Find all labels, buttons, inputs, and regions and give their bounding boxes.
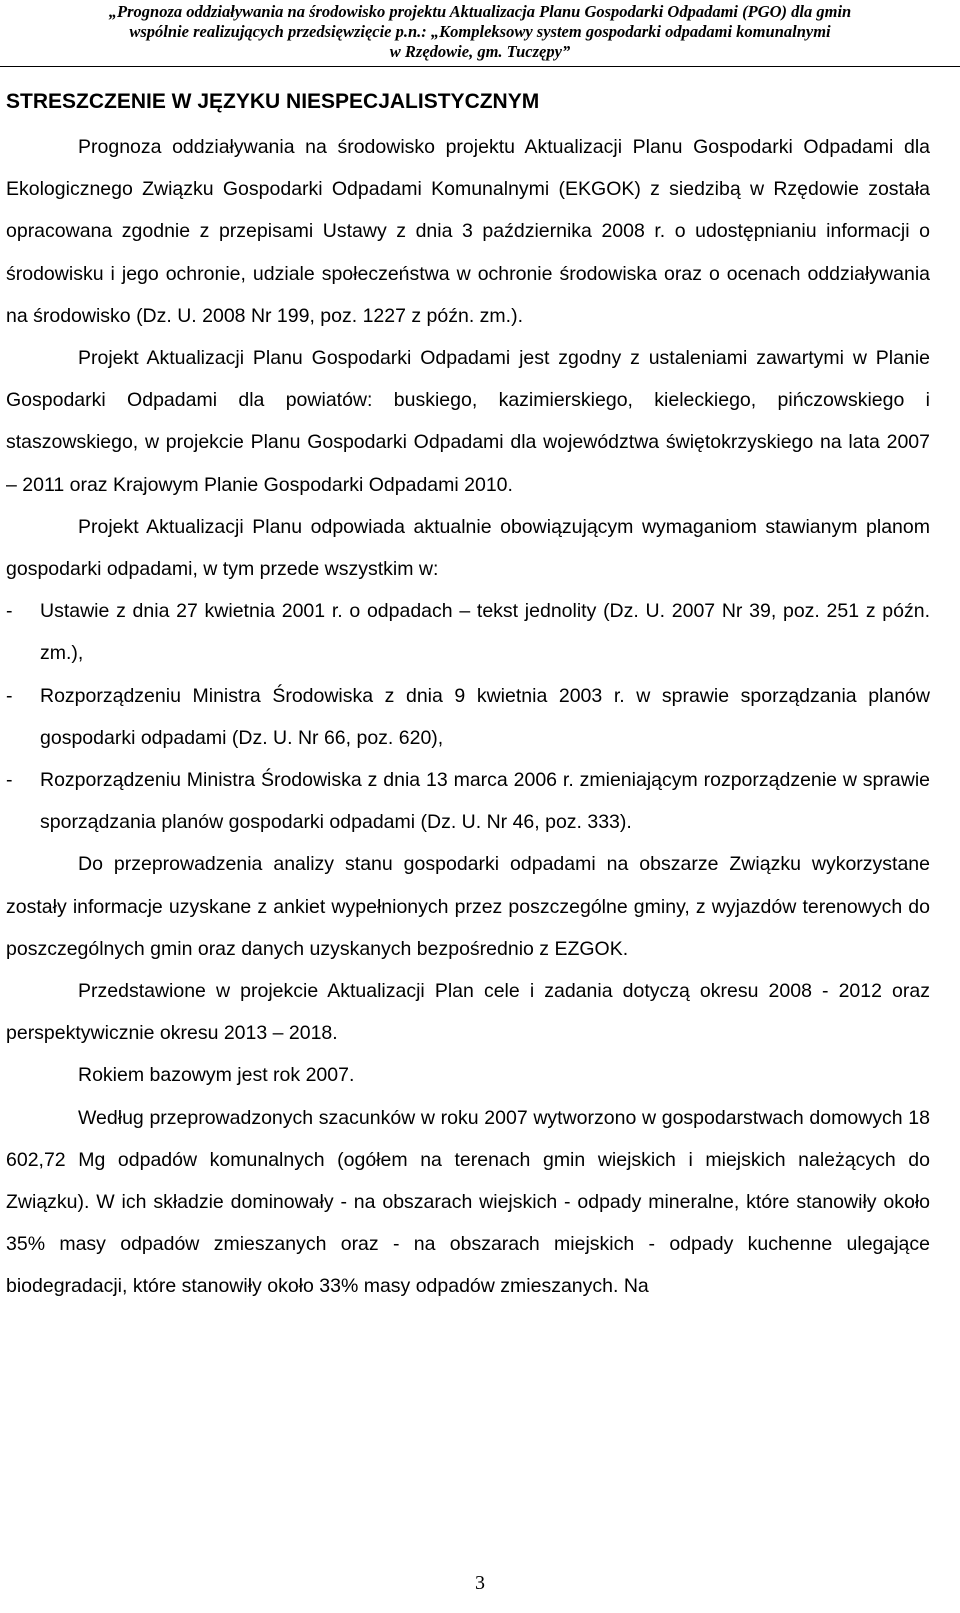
list-item-text: Ustawie z dnia 27 kwietnia 2001 r. o odpadach – tekst jednolity (Dz. U. 2007 Nr 39, poz. 251 z późn. zm.), — [40, 600, 930, 665]
paragraph-plan-period: Przedstawione w projekcie Aktualizacji Plan cele i zadania dotyczą okresu 2008 - 2012 oraz perspektywicznie okresu 2013 – 2018. — [6, 980, 930, 1045]
header-divider — [0, 66, 960, 67]
list-item — [6, 590, 930, 674]
header-line-2: wspólnie realizujących przedsięwzięcie p.n.: „Kompleksowy system gospodarki odpadami komunalnymi — [129, 22, 831, 41]
page-number: 3 — [475, 1572, 485, 1594]
document-body — [6, 126, 930, 1308]
header-line-1: „Prognoza oddziaływania na środowisko projektu Aktualizacja Planu Gospodarki Odpadami (PGO) dla gmin — [108, 2, 852, 21]
paragraph-legal-basis: Prognoza oddziaływania na środowisko projektu Aktualizacji Planu Gospodarki Odpadami dla Ekologicznego Związku Gospodarki Odpadami Komunalnymi (EKGOK) z siedzibą w Rzędowie została opracowana zgodnie z przepisami Ustawy z dnia 3 października 2008 r. o udostępnianiu informacji o środowisku i jego ochronie, udziale społeczeństwa w ochronie środowiska oraz o ocenach oddziaływania na środowisko (Dz. U. 2008 Nr 199, poz. 1227 z późn. zm.). — [6, 136, 930, 327]
list-item — [6, 759, 930, 843]
paragraph-waste-estimates: Według przeprowadzonych szacunków w roku 2007 wytworzono w gospodarstwach domowych 18 602,72 Mg odpadów komunalnych (ogółem na terenach gmin wiejskich i miejskich należących do Związku). W ich składzie dominowały - na obszarach wiejskich - odpady mineralne, które stanowiły około 35% masy odpadów zmieszanych oraz - na obszarach miejskich - odpady kuchenne ulegające biodegradacji, które stanowiły około 33% masy odpadów zmieszanych. Na — [6, 1106, 930, 1298]
header-line-3: w Rzędowie, gm. Tuczępy” — [389, 42, 571, 61]
regulations-list — [6, 590, 930, 843]
list-item-text: Rozporządzeniu Ministra Środowiska z dnia 9 kwietnia 2003 r. w sprawie sporządzania planów gospodarki odpadami (Dz. U. Nr 66, poz. 620), — [40, 684, 930, 749]
paragraph-data-sources: Do przeprowadzenia analizy stanu gospodarki odpadami na obszarze Związku wykorzystane zostały informacje uzyskane z ankiet wypełnionych przez poszczególne gminy, z wyjazdów terenowych do poszczególnych gmin oraz danych uzyskanych bezpośrednio z EZGOK. — [6, 853, 930, 960]
list-item — [6, 675, 930, 759]
list-dash: - — [6, 769, 13, 792]
paragraph-plan-compliance: Projekt Aktualizacji Planu Gospodarki Odpadami jest zgodny z ustaleniami zawartymi w Planie Gospodarki Odpadami dla powiatów: buskiego, kazimierskiego, kieleckiego, pińczowskiego i staszowskiego, w projekcie Planu Gospodarki Odpadami dla województwa świętokrzyskiego na lata 2007 – 2011 oraz Krajowym Planie Gospodarki Odpadami 2010. — [6, 347, 930, 496]
paragraph-base-year: Rokiem bazowym jest rok 2007. — [78, 1064, 355, 1087]
list-dash: - — [6, 600, 13, 623]
list-item-text: Rozporządzeniu Ministra Środowiska z dnia 13 marca 2006 r. zmieniającym rozporządzenie w sprawie sporządzania planów gospodarki odpadami (Dz. U. Nr 46, poz. 333). — [40, 769, 930, 834]
section-heading: STRESZCZENIE W JĘZYKU NIESPECJALISTYCZNYM — [6, 90, 540, 113]
paragraph-requirements-intro: Projekt Aktualizacji Planu odpowiada aktualnie obowiązującym wymaganiom stawianym planom gospodarki odpadami, w tym przede wszystkim w: — [6, 515, 930, 581]
document-header — [0, 2, 960, 62]
list-dash: - — [6, 684, 13, 707]
